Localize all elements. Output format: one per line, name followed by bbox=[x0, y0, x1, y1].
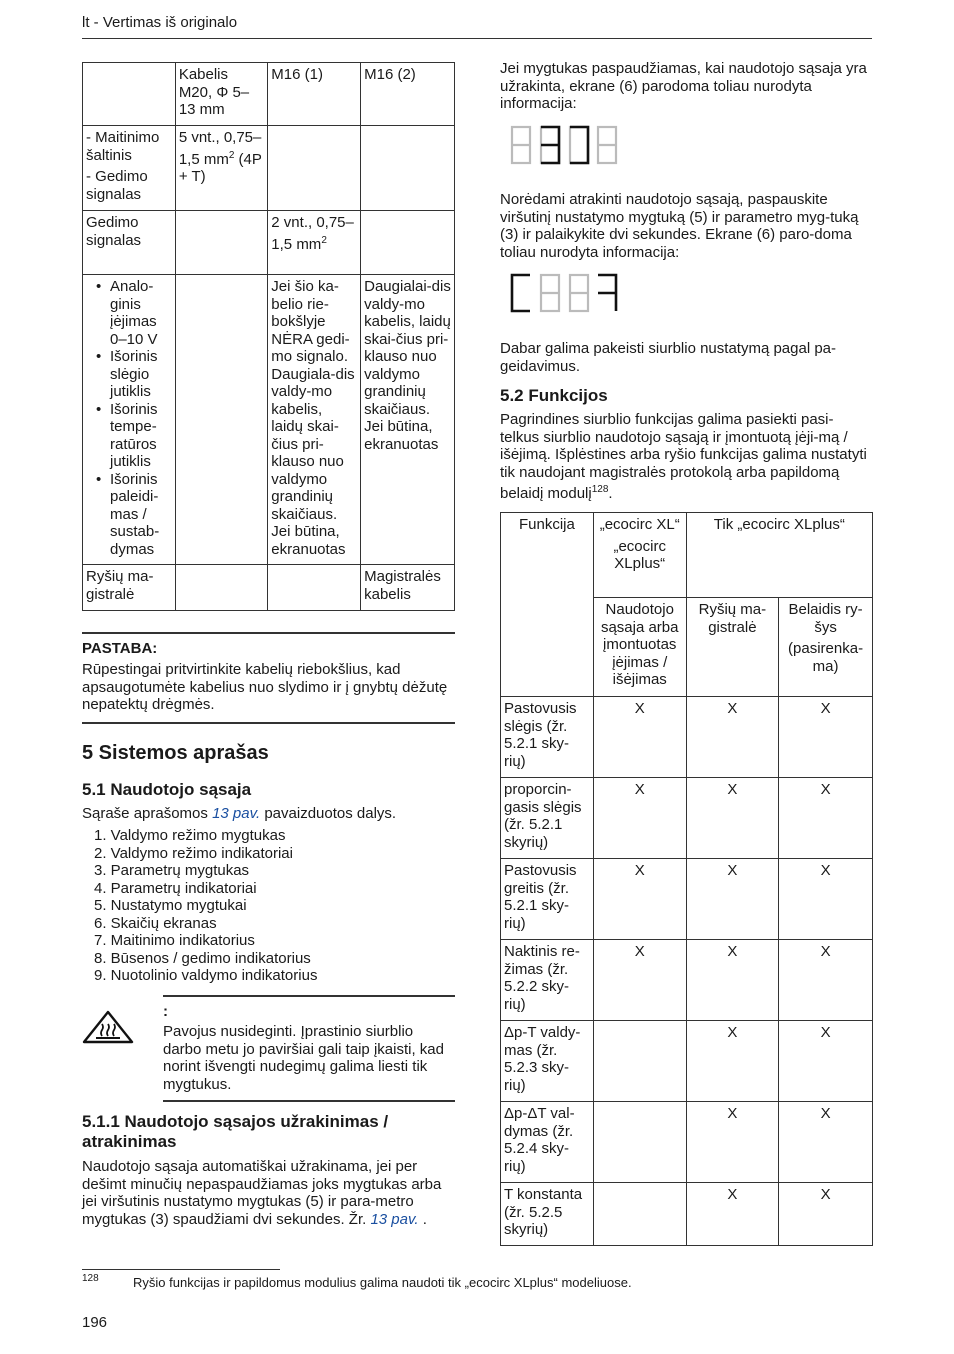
list-item: 3. Parametrų mygtukas bbox=[94, 862, 250, 879]
list-item: 5. Nustatymo mygtukai bbox=[94, 897, 247, 914]
subsection-heading: 5.1 Naudotojo sąsaja bbox=[82, 780, 252, 799]
bullet-list bbox=[86, 278, 172, 558]
list-item: • Išorinis slėgio jutiklis bbox=[86, 348, 172, 401]
note-title: PASTABA: bbox=[82, 640, 158, 657]
cell-line: Belaidis ry-šys bbox=[788, 601, 863, 636]
table-header-cell: Ryšių ma-gistralė bbox=[686, 598, 779, 697]
section-heading: 5 Sistemos aprašas bbox=[82, 742, 269, 764]
warning-top-rule bbox=[163, 995, 455, 997]
lock-paragraph bbox=[82, 1158, 455, 1228]
table-cell: X bbox=[593, 778, 686, 859]
table-header-cell: Tik „ecocirc XLplus“ bbox=[686, 513, 872, 598]
table-row bbox=[83, 126, 455, 211]
warning-text: Pavojus nusideginti. Įprastinio siurblio darbo metu jo paviršiai gali taip įkaisti, kad norint išvengti nudegimų galima liesti tik mygtukus. bbox=[163, 1023, 444, 1093]
locked-display-icon bbox=[510, 124, 620, 166]
table-cell: X bbox=[779, 1183, 873, 1246]
table-cell bbox=[361, 211, 455, 275]
table-cell: X bbox=[593, 859, 686, 940]
table-cell: X bbox=[593, 940, 686, 1021]
note-box bbox=[82, 632, 455, 724]
table-row bbox=[83, 565, 455, 611]
paragraph-text: . bbox=[608, 485, 613, 502]
list-item: 8. Būsenos / gedimo indikatorius bbox=[94, 949, 311, 967]
superscript: 2 bbox=[321, 234, 327, 246]
table-row bbox=[501, 513, 873, 598]
unlock-paragraph: Norėdami atrakinti naudotojo sąsają, paspauskite viršutinį nustatymo mygtuką (5) ir parametro myg-tuką (3) ir palaikykite dvi sekundes. Ekrane (6) paro-doma toliau nurodyta informacija: bbox=[500, 191, 859, 261]
cell-text: 2 vnt., 0,75–1,5 mm bbox=[271, 214, 354, 253]
functions-paragraph bbox=[500, 411, 872, 503]
cell-line: - Maitinimo šaltinis bbox=[86, 129, 160, 164]
figure-link[interactable]: 13 pav. bbox=[212, 805, 261, 822]
locked-paragraph: Jei mygtukas paspaudžiamas, kai naudotojo sąsaja yra užrakinta, ekrane (6) parodoma toliau nurodyta informacija: bbox=[500, 60, 867, 112]
hot-surface-icon bbox=[82, 1010, 134, 1044]
table-cell bbox=[175, 565, 267, 611]
table-cell: Ryšių ma-gistralė bbox=[83, 565, 176, 611]
table-cell: T konstanta (žr. 5.2.5 skyrių) bbox=[501, 1183, 594, 1246]
table-row bbox=[501, 697, 873, 778]
list-item: 2. Valdymo režimo indikatoriai bbox=[94, 844, 293, 862]
page-number: 196 bbox=[82, 1314, 108, 1331]
table-row bbox=[501, 859, 873, 940]
intro-text: pavaizduotos dalys. bbox=[260, 805, 397, 822]
table-header-cell: Kabelis M20, Φ 5–13 mm bbox=[175, 63, 267, 126]
table-row bbox=[501, 778, 873, 859]
cell-text: 5 vnt., 0,75–1,5 mm bbox=[178, 129, 262, 168]
note-text: Rūpestingai pritvirtinkite kabelių riebokšlius, kad apsaugotumėte kabelius nuo slydimo ir į gnybtų dėžutę nepatektų drėgmės. bbox=[82, 661, 448, 713]
superscript: 2 bbox=[228, 149, 235, 161]
header-rule bbox=[82, 38, 872, 39]
table-cell: Pastovusis slėgis (žr. 5.2.1 sky-rių) bbox=[501, 697, 594, 778]
section-intro bbox=[82, 805, 455, 823]
table-cell: X bbox=[779, 940, 873, 1021]
figure-link[interactable]: 13 pav. bbox=[370, 1210, 419, 1228]
subsection-heading: 5.1.1 Naudotojo sąsajos užrakinimas / atrakinimas bbox=[82, 1112, 389, 1151]
table-cell: X bbox=[779, 778, 873, 859]
footnote-number: 128 bbox=[82, 1273, 99, 1284]
list-item: 7. Maitinimo indikatorius bbox=[94, 932, 255, 949]
warning-box bbox=[163, 995, 455, 1102]
table-cell: X bbox=[686, 697, 779, 778]
intro-text: Sąraše aprašomos bbox=[82, 805, 213, 822]
warning-bottom-rule bbox=[163, 1100, 455, 1102]
table-cell bbox=[268, 211, 361, 275]
paragraph-text: Pagrindines siurblio funkcijas galima pasiekti pasi-telkus siurblio naudotojo sąsają ir įmontuotą įėji-mą / išėjimą. Išplėstines arba ryšio funkcijas galima nustatyti tik naudojant magistralės protokolą arba papildomą belaidį modulį bbox=[500, 411, 867, 502]
table-row bbox=[83, 275, 455, 565]
table-row bbox=[501, 1183, 873, 1246]
table-row bbox=[501, 1021, 873, 1102]
footnote-text: Ryšio funkcijas ir papildomus modulius galima naudoti tik „ecocirc XLplus“ modeliuose. bbox=[133, 1275, 632, 1290]
table-cell bbox=[268, 565, 361, 611]
table-cell: Δp-T valdy-mas (žr. 5.2.3 sky-rių) bbox=[501, 1021, 594, 1102]
table-cell: Jei šio ka-belio rie-bokšlyje NĖRA gedi-mo signalo. Daugiala-dis valdy-mo kabelis, laidų skai-čius pri-klauso nuo valdymo grandinių skaičiaus. Jei būtina, ekranuotas bbox=[268, 275, 361, 565]
table-cell bbox=[593, 1102, 686, 1183]
table-cell: X bbox=[779, 1102, 873, 1183]
list-item: • Analo-ginis įėjimas 0–10 V bbox=[86, 278, 172, 348]
warning-title: : bbox=[163, 1003, 168, 1020]
parts-list bbox=[94, 827, 454, 985]
table-header-cell: M16 (2) bbox=[361, 63, 455, 126]
running-header: lt - Vertimas iš originalo bbox=[82, 14, 238, 31]
table-cell: Gedimo signalas bbox=[83, 211, 176, 275]
list-item: 6. Skaičių ekranas bbox=[94, 914, 217, 932]
table-cell: X bbox=[779, 859, 873, 940]
table-cell bbox=[593, 1183, 686, 1246]
list-item: 1. Valdymo režimo mygtukas bbox=[94, 827, 286, 844]
list-item: • Išorinis tempe-ratūros jutiklis bbox=[86, 401, 172, 471]
table-cell bbox=[83, 126, 176, 211]
list-item: 9. Nuotolinio valdymo indikatorius bbox=[94, 967, 318, 984]
table-row bbox=[83, 211, 455, 275]
table-cell bbox=[83, 275, 176, 565]
table-cell: X bbox=[686, 778, 779, 859]
table-cell bbox=[361, 126, 455, 211]
list-item: 4. Parametrų indikatoriai bbox=[94, 879, 257, 897]
note-bottom-rule bbox=[82, 722, 455, 724]
cell-line: - Gedimo signalas bbox=[86, 168, 148, 203]
table-cell: proporcin-gasis slėgis (žr. 5.2.1 skyrių) bbox=[501, 778, 594, 859]
table-cell bbox=[268, 126, 361, 211]
table-header-cell bbox=[779, 598, 873, 697]
table-cell: X bbox=[686, 1102, 779, 1183]
subsection-heading: 5.2 Funkcijos bbox=[500, 386, 608, 405]
footnote-ref[interactable]: 128 bbox=[591, 484, 609, 495]
table-cell: X bbox=[779, 1021, 873, 1102]
table-cell: X bbox=[686, 1183, 779, 1246]
table-cell bbox=[83, 63, 176, 126]
table-row bbox=[501, 1102, 873, 1183]
table-cell bbox=[175, 211, 267, 275]
table-header-cell: Naudotojo sąsaja arba įmontuotas įėjimas / išėjimas bbox=[593, 598, 686, 697]
table-cell bbox=[175, 275, 267, 565]
table-cell: X bbox=[779, 697, 873, 778]
table-cell: Pastovusis greitis (žr. 5.2.1 sky-rių) bbox=[501, 859, 594, 940]
table-cell: Daugialai-dis valdy-mo kabelis, laidų skai-čius pri-klauso nuo valdymo grandinių skaičiaus. Jei būtina, ekranuotas bbox=[361, 275, 455, 565]
table-cell bbox=[175, 126, 267, 211]
note-top-rule bbox=[82, 632, 455, 634]
functions-table bbox=[500, 512, 873, 1246]
change-paragraph: Dabar galima pakeisti siurblio nustatymą pagal pa-geidavimus. bbox=[500, 340, 837, 375]
table-cell: Magistralės kabelis bbox=[361, 565, 455, 611]
table-row bbox=[83, 63, 455, 126]
cell-text: (4P + T) bbox=[178, 150, 262, 185]
cell-line: „ecocirc XLplus“ bbox=[613, 537, 666, 572]
table-cell: X bbox=[686, 1021, 779, 1102]
table-cell: Naktinis re-žimas (žr. 5.2.2 sky-rių) bbox=[501, 940, 594, 1021]
table-header-cell: Funkcija bbox=[501, 513, 594, 697]
footnote-rule bbox=[82, 1269, 280, 1270]
list-item: • Išorinis paleidi-mas / sustab-dymas bbox=[86, 471, 172, 559]
cell-line: (pasirenka-ma) bbox=[788, 640, 864, 675]
table-cell bbox=[593, 1021, 686, 1102]
table-header-cell bbox=[593, 513, 686, 598]
table-header-cell: M16 (1) bbox=[268, 63, 361, 126]
table-cell: X bbox=[593, 697, 686, 778]
table-cell: X bbox=[686, 859, 779, 940]
paragraph-text: Naudotojo sąsaja automatiškai užrakinama, jei per dešimt minučių nepaspaudžiamas joks mygtukas arba jei viršutinis nustatymo mygtukas (5) ir para-metro mygtukas (3) spaudžiami dvi sekundes. Žr. bbox=[82, 1158, 442, 1228]
cell-line: „ecocirc XL“ bbox=[599, 516, 680, 533]
table-cell: Δp-ΔT val-dymas (žr. 5.2.4 sky-rių) bbox=[501, 1102, 594, 1183]
table-row bbox=[501, 940, 873, 1021]
cable-table bbox=[82, 62, 455, 611]
table-cell: X bbox=[686, 940, 779, 1021]
unlocked-display-icon bbox=[510, 272, 620, 314]
paragraph-text: . bbox=[418, 1210, 427, 1228]
